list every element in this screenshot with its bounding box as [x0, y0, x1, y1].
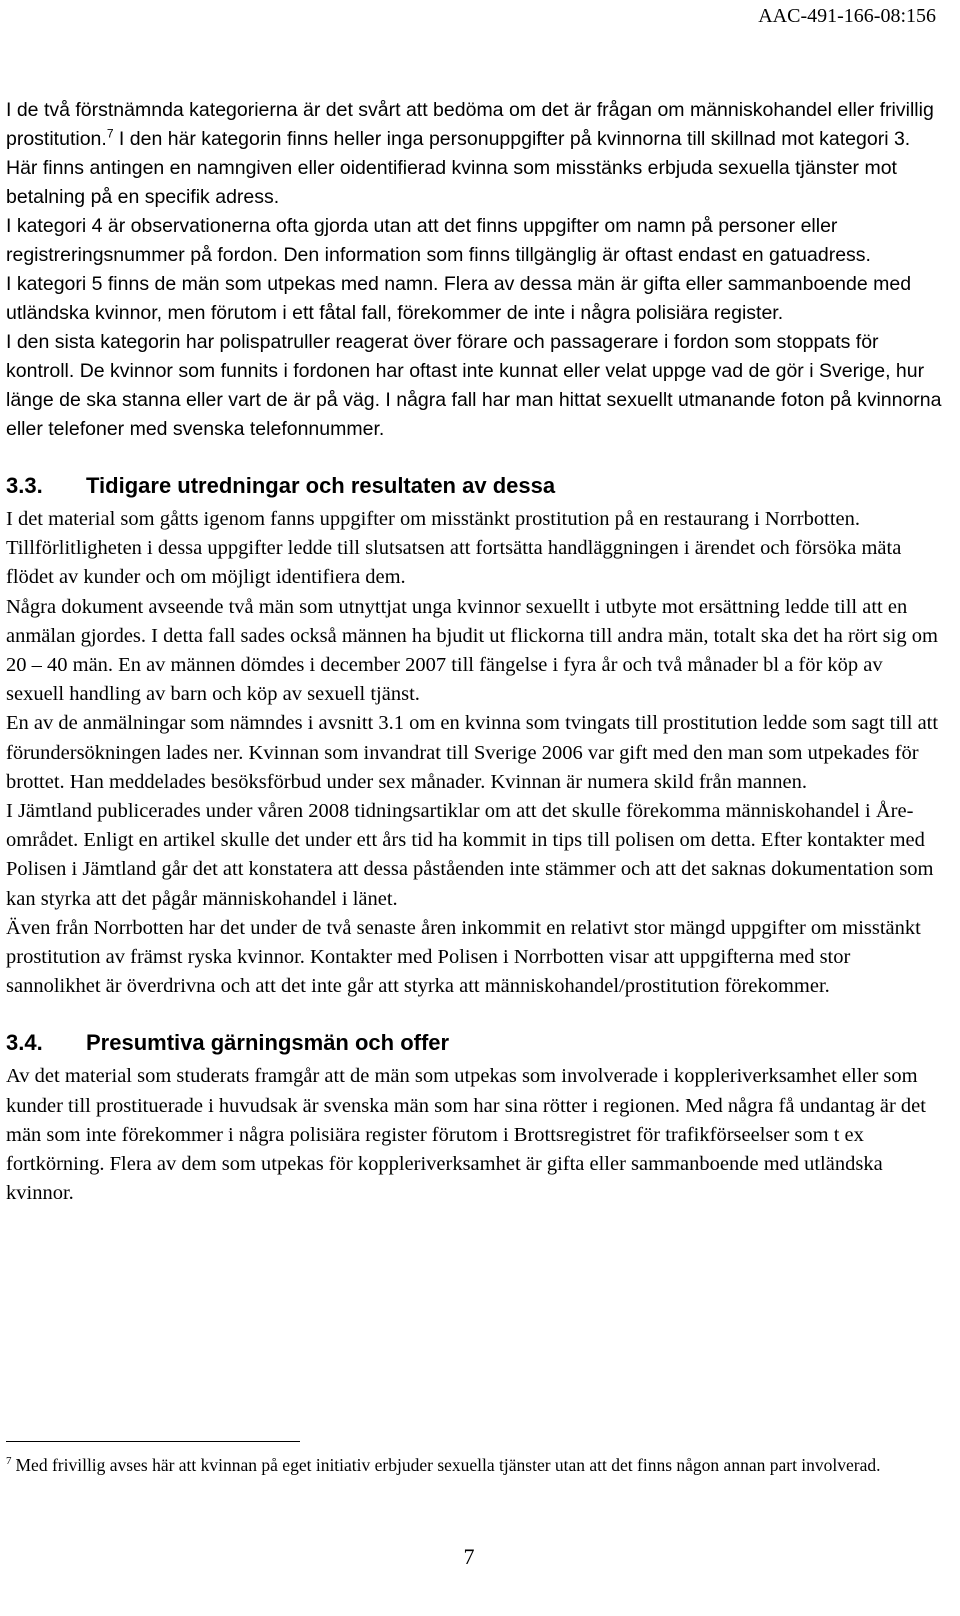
page-body [6, 96, 944, 1208]
paragraph-last-category: I den sista kategorin har polispatruller reagerat över förare och passagerare i fordon som stoppats för kontroll. De kvinnor som funnits i fordonen har oftast inte kunnat eller velat uppge vad de gör i Sverige, hur länge de ska stanna eller vart de är på väg. I några fall har man hittat sexuellt utmanande foton på kvinnorna eller telefoner med svenska telefonnummer. [6, 331, 942, 440]
section-title: Tidigare utredningar och resultaten av dessa [86, 473, 556, 498]
footnote-number: 7 [6, 1455, 12, 1468]
paragraph-category-5: I kategori 5 finns de män som utpekas med namn. Flera av dessa män är gifta eller sammanboende med utländska kvinnor, men förutom i ett fåtal fall, förekommer de inte i några polisiära register. [6, 273, 912, 324]
footnote-reference[interactable]: 7 [106, 126, 114, 141]
document-id: AAC-491-166-08:156 [758, 5, 936, 27]
section-title: Presumtiva gärningsmän och offer [86, 1030, 450, 1056]
paragraph-perpetrators: Av det material som studerats framgår att de män som utpekas som involverade i koppleriverksamhet eller som kunder till prostituerade i huvudsak är svenska män som har sina rötter i regionen. Med några få undantag är det män som inte förekommer i några polisiära register förutom i Brottsregistret för trafikförseelser som t ex fortkörning. Flera av dem som utpekas för koppleriverksamhet är gifta eller sammanboende med utländska kvinnor. [6, 1065, 926, 1205]
footnote-separator [6, 1441, 300, 1442]
paragraph-norrbotten-reports: Även från Norrbotten har det under de två senaste åren inkommit en relativt stor mängd uppgifter om misstänkt prostitution av främst ryska kvinnor. Kontakter med Polisen i Norrbotten visar att uppgifterna med stor sannolikhet är överdrivna och att det inte går att styrka att människohandel/prostitution förekommer. [6, 916, 921, 998]
paragraph-categories-intro [6, 96, 944, 212]
paragraph-text-part-1: I de två förstnämnda kategorierna är det svårt att bedöma om det är frågan om människohandel eller frivillig prostitution. [6, 99, 934, 150]
footnote-text: Med frivillig avses här att kvinnan på eget initiativ erbjuder sexuella tjänster utan att det finns någon annan part involverad. [15, 1455, 881, 1475]
page-number: 7 [463, 1544, 475, 1569]
section-number: 3.4. [6, 1030, 43, 1056]
footnote [6, 1452, 936, 1478]
paragraph-two-men-case: Några dokument avseende två män som utnyttjat unga kvinnor sexuellt i utbyte mot ersättning ledde till att en anmälan gjordes. I detta fall sades också männen ha bjudit ut flickorna till andra män, totalt ska det ha rört sig om 20 – 40 män. En av männen dömdes i december 2007 till fängelse i fyra år och två månader bl a för köp av sexuell handling av barn och köp av sexuell tjänst. [6, 595, 938, 706]
paragraph-jamtland: I Jämtland publicerades under våren 2008 tidningsartiklar om att det skulle förekomma människohandel i Åre-området. Enligt en artikel skulle det under ett års tid ha kommit in tips till polisen om detta. Efter kontakter med Polisen i Jämtland går det att konstatera att dessa påståenden inte stämmer och att det saknas dokumentation som kan styrka att det pågår människohandel i länet. [6, 800, 934, 910]
section-heading-3-4 [6, 1029, 944, 1057]
section-number: 3.3. [6, 473, 43, 498]
paragraph-restaurant-norrbotten: I det material som gåtts igenom fanns uppgifter om misstänkt prostitution på en restaurang i Norrbotten. Tillförlitligheten i dessa uppgifter ledde till slutsatsen att fortsätta handläggningen i ärendet och försöka mäta flödet av kunder och om möjligt identifiera dem. [6, 508, 902, 589]
paragraph-report-section-3-1: En av de anmälningar som nämndes i avsnitt 3.1 om en kvinna som tvingats till prostitution ledde som sagt till att förundersökningen lades ner. Kvinnan som invandrat till Sverige 2006 var gift med den man som utpekades för brottet. Han meddelades besöksförbud under sex månader. Kvinnan är numera skild från mannen. [6, 712, 939, 793]
section-heading-3-3 [6, 472, 944, 500]
paragraph-text-part-2: I den här kategorin finns heller inga personuppgifter på kvinnorna till skillnad mot kategori 3. Här finns antingen en namngiven eller oidentifierad kvinna som misstänks erbjuda sexuella tjänster mot betalning på en specifik adress. [6, 128, 911, 208]
paragraph-category-4: I kategori 4 är observationerna ofta gjorda utan att det finns uppgifter om namn på personer eller registreringsnummer på fordon. Den information som finns tillgänglig är oftast endast en gatuadress. [6, 215, 871, 266]
